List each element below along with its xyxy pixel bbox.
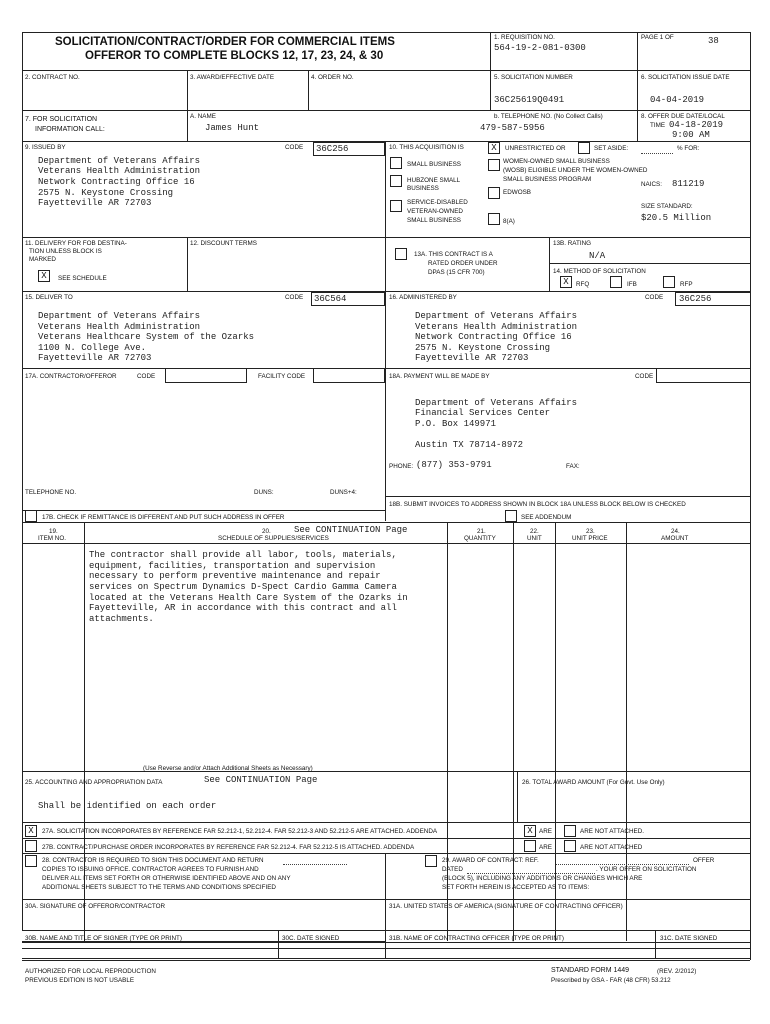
time-label: TIME [650, 122, 666, 129]
block28-line2: COPIES TO ISSUING OFFICE. CONTRACTOR AGREES TO FURNISH AND [42, 866, 259, 873]
acquisition-label: 10. THIS ACQUISITION IS [389, 144, 464, 151]
address-line: Veterans Healthcare System of the Ozarks [38, 332, 255, 342]
addendum-label: SEE ADDENDUM [521, 514, 572, 521]
rating-label: 13B. RATING [553, 240, 592, 247]
officer-name-label: 31B. NAME OF CONTRACTING OFFICER (TYPE OR PRINT) [389, 935, 564, 942]
set-aside-pct-line [641, 153, 673, 154]
fob-label-1: 11. DELIVERY FOR FOB DESTINA- [25, 240, 127, 247]
page-label: PAGE 1 OF [641, 34, 674, 41]
due-time-value[interactable]: 9:00 AM [672, 130, 710, 140]
block27b-arenot-label: ARE NOT ATTACHED [580, 844, 643, 851]
col23-num: 23. [586, 528, 595, 535]
name-label: A. NAME [190, 113, 216, 120]
facility-code-input[interactable] [313, 368, 385, 383]
description-line: located at the Veterans Health Care System of the Ozarks in [89, 593, 408, 603]
method-label: 14. METHOD OF SOLICITATION [553, 268, 646, 275]
sdvosb-label-3: SMALL BUSINESS [407, 217, 462, 224]
block29-line3: (BLOCK 5), INCLUDING ANY ADDITIONS OR CHANGES WHICH ARE [442, 875, 643, 882]
contractor-code-input[interactable] [165, 368, 247, 383]
col20-overlay: See CONTINUATION Page [294, 525, 408, 535]
pct-for-label: % FOR: [677, 145, 700, 152]
requisition-value[interactable]: 564-19-2-081-0300 [494, 43, 586, 53]
block27a-are-label: ARE [539, 828, 552, 835]
due-date-label: 8. OFFER DUE DATE/LOCAL [641, 113, 725, 120]
block27a-arenot-checkbox[interactable] [564, 825, 576, 837]
block27b-label: 27B. CONTRACT/PURCHASE ORDER INCORPORATES BY REFERENCE FAR 52.212-4. FAR 52.212-5 IS ATTACHED. ADDENDA [42, 844, 415, 851]
size-standard-label: SIZE STANDARD: [641, 203, 693, 210]
wosb-label-3: SMALL BUSINESS PROGRAM [503, 176, 592, 183]
description-line: equipment, facilities, transportation and supervision [89, 561, 376, 571]
issued-code-label: CODE [285, 144, 304, 151]
unrestricted-label: UNRESTRICTED OR [505, 145, 566, 152]
description-line: Fayetteville, AR in accordance with this contract and all [89, 603, 397, 613]
addendum-checkbox[interactable] [505, 510, 517, 522]
set-aside-checkbox[interactable] [578, 142, 590, 154]
payment-label: 18A. PAYMENT WILL BE MADE BY [389, 373, 490, 380]
signer-name-label: 30B. NAME AND TITLE OF SIGNER (TYPE OR PRINT) [25, 935, 182, 942]
col24-num: 24. [671, 528, 680, 535]
address-line: Veterans Health Administration [415, 322, 578, 332]
ifb-label: IFB [627, 281, 637, 288]
edwosb-checkbox[interactable] [488, 187, 500, 199]
reverse-note: (Use Reverse and/or Attach Additional Sheets as Necessary) [143, 765, 313, 772]
solicitation-no-value[interactable]: 36C25619Q0491 [494, 95, 565, 105]
wosb-checkbox[interactable] [488, 159, 500, 171]
sdvosb-label-2: VETERAN-OWNED [407, 208, 463, 215]
col21-header: QUANTITY [464, 535, 496, 542]
issued-by-label: 9. ISSUED BY [25, 144, 66, 151]
remittance-label: 17B. CHECK IF REMITTANCE IS DIFFERENT AND PUT SUCH ADDRESS IN OFFER [42, 514, 285, 521]
solicitation-no-label: 5. SOLICITATION NUMBER [494, 74, 573, 81]
block29-checkbox[interactable] [425, 855, 437, 867]
hubzone-label-2: BUSINESS [407, 185, 439, 192]
address-line: Department of Veterans Affairs [38, 156, 201, 166]
issue-date-value[interactable]: 04-04-2019 [650, 95, 705, 105]
deliver-code-label: CODE [285, 294, 304, 301]
address-line: Department of Veterans Affairs [415, 311, 578, 321]
block7-label-2: INFORMATION CALL: [35, 126, 105, 133]
see-schedule-label: SEE SCHEDULE [58, 275, 107, 282]
rfq-label: RFQ [576, 281, 590, 288]
block27b-are-checkbox[interactable] [524, 840, 536, 852]
footer-authorized: AUTHORIZED FOR LOCAL REPRODUCTION [25, 968, 156, 975]
fax-label: FAX: [566, 463, 580, 470]
address-line: Financial Services Center [415, 408, 551, 418]
set-aside-label: SET ASIDE: [594, 145, 629, 152]
col22-header: UNIT [527, 535, 542, 542]
block27a-are-checkbox[interactable]: X [524, 825, 536, 837]
block28-checkbox[interactable] [25, 855, 37, 867]
signature-officer-label: 31A. UNITED STATES OF AMERICA (SIGNATURE OF CONTRACTING OFFICER) [389, 903, 623, 910]
rated-label-1: 13A. THIS CONTRACT IS A [414, 251, 493, 258]
address-line: Fayetteville AR 72703 [38, 353, 152, 363]
eight-a-checkbox[interactable] [488, 213, 500, 225]
block7-label-1: 7. FOR SOLICITATION [25, 116, 98, 123]
contractor-code-label: CODE [137, 373, 156, 380]
accounting-value[interactable]: Shall be identified on each order [38, 801, 217, 811]
payment-phone-value[interactable]: (877) 353-9791 [416, 460, 492, 470]
small-business-label: SMALL BUSINESS [407, 161, 462, 168]
address-line: Department of Veterans Affairs [415, 398, 578, 408]
col24-header: AMOUNT [661, 535, 689, 542]
total-award-label: 26. TOTAL AWARD AMOUNT (For Govt. Use Only) [522, 779, 665, 786]
block29-dated: DATED [442, 866, 463, 873]
rated-order-checkbox[interactable] [395, 248, 407, 260]
rfp-label: RFP [680, 281, 693, 288]
deliver-code-value[interactable]: 36C564 [314, 294, 347, 304]
footer-rev: (REV. 2/2012) [657, 968, 697, 975]
rfp-checkbox[interactable] [663, 276, 675, 288]
description-line: attachments. [89, 614, 154, 624]
address-line: Austin TX 78714-8972 [415, 440, 524, 450]
copies-line [283, 864, 347, 865]
address-line: Veterans Health Administration [38, 322, 201, 332]
block29-line1: 29. AWARD OF CONTRACT: REF. [442, 857, 539, 864]
block29-line2: . YOUR OFFER ON SOLICITATION [596, 866, 697, 873]
description-line: necessary to perform preventive maintenance and repair [89, 571, 381, 581]
facility-code-label: FACILITY CODE [258, 373, 306, 380]
rated-label-3: DPAS (15 CFR 700) [428, 269, 485, 276]
wosb-label-1: WOMEN-OWNED SMALL BUSINESS [503, 158, 610, 165]
small-business-checkbox[interactable] [390, 157, 402, 169]
ref-line [556, 864, 689, 865]
issued-code-value[interactable]: 36C256 [316, 144, 349, 154]
col21-num: 21. [477, 528, 486, 535]
address-line: 2575 N. Keystone Crossing [415, 343, 551, 353]
contract-no-label: 2. CONTRACT NO. [25, 74, 80, 81]
address-line: Network Contracting Office 16 [415, 332, 572, 342]
telephone-no-label: TELEPHONE NO. [25, 489, 77, 496]
award-date-label: 3. AWARD/EFFECTIVE DATE [190, 74, 275, 81]
naics-label: NAICS: [641, 181, 662, 188]
footer-previous: PREVIOUS EDITION IS NOT USABLE [25, 977, 135, 984]
due-date-value[interactable]: 04-18-2019 [669, 120, 724, 130]
description-line: The contractor shall provide all labor, tools, materials, [89, 550, 397, 560]
deliver-to-label: 15. DELIVER TO [25, 294, 73, 301]
address-line: Fayetteville AR 72703 [415, 353, 529, 363]
address-line: Veterans Health Administration [38, 166, 201, 176]
admin-code-label: CODE [645, 294, 664, 301]
col20-num: 20. [262, 528, 271, 535]
block28-line1: 28. CONTRACTOR IS REQUIRED TO SIGN THIS DOCUMENT AND RETURN [42, 857, 264, 864]
payment-code-input[interactable] [656, 368, 751, 383]
hubzone-checkbox[interactable] [390, 175, 402, 187]
block27a-checkbox[interactable]: X [25, 825, 37, 837]
block27b-arenot-checkbox[interactable] [564, 840, 576, 852]
form-title-line1: SOLICITATION/CONTRACT/ORDER FOR COMMERCIAL ITEMS [55, 36, 395, 48]
naics-value[interactable]: 811219 [672, 179, 705, 189]
block29-offer: OFFER [693, 857, 715, 864]
address-line: P.O. Box 149971 [415, 419, 497, 429]
address-line: Network Contracting Office 16 [38, 177, 195, 187]
block28-line3: DELIVER ALL ITEMS SET FORTH OR OTHERWISE IDENTIFIED ABOVE AND ON ANY [42, 875, 291, 882]
col23-header: UNIT PRICE [572, 535, 608, 542]
address-line: 2575 N. Keystone Crossing [38, 188, 174, 198]
block27b-are-label: ARE [539, 844, 552, 851]
fob-label-3: MARKED [29, 256, 56, 263]
address-line: 1100 N. College Ave. [38, 343, 147, 353]
issue-date-label: 6. SOLICITATION ISSUE DATE [641, 74, 730, 81]
address-line: Fayetteville AR 72703 [38, 198, 152, 208]
see-schedule-checkbox[interactable]: X [38, 270, 50, 282]
size-standard-value[interactable]: $20.5 Million [641, 213, 712, 223]
accounting-overlay: See CONTINUATION Page [204, 775, 318, 785]
block27a-label: 27A. SOLICITATION INCORPORATES BY REFERENCE FAR 52.212-1, 52.212-4. FAR 52.212-3 AND 52.212-5 ARE ATTACHED. ADDENDA [42, 828, 438, 835]
name-value[interactable]: James Hunt [205, 123, 260, 133]
submit-invoices-label: 18B. SUBMIT INVOICES TO ADDRESS SHOWN IN BLOCK 18A UNLESS BLOCK BELOW IS CHECKED [389, 501, 686, 508]
accounting-label: 25. ACCOUNTING AND APPROPRIATION DATA [25, 779, 163, 786]
page-total: 38 [708, 36, 719, 46]
sdvosb-label-1: SERVICE-DISABLED [407, 199, 468, 206]
block27a-arenot-label: ARE NOT ATTACHED. [580, 828, 645, 835]
col20-header: SCHEDULE OF SUPPLIES/SERVICES [218, 535, 329, 542]
duns-label: DUNS: [254, 489, 274, 496]
date-signed-label: 30C. DATE SIGNED [282, 935, 340, 942]
address-line: Department of Veterans Affairs [38, 311, 201, 321]
rated-label-2: RATED ORDER UNDER [428, 260, 498, 267]
description-line: services on Spectrum Dynamics D-Spect Cardio Gamma Camera [89, 582, 397, 592]
officer-date-label: 31C. DATE SIGNED [660, 935, 718, 942]
admin-code-value[interactable]: 36C256 [679, 294, 712, 304]
footer-prescribed: Prescribed by GSA - FAR (48 CFR) 53.212 [551, 977, 671, 984]
edwosb-label: EDWOSB [503, 189, 531, 196]
rating-value[interactable]: N/A [589, 251, 606, 261]
discount-terms-label: 12. DISCOUNT TERMS [190, 240, 257, 247]
fob-label-2: TION UNLESS BLOCK IS [29, 248, 102, 255]
hubzone-label-1: HUBZONE SMALL [407, 177, 461, 184]
payment-code-label: CODE [635, 373, 654, 380]
administered-by-label: 16. ADMINISTERED BY [389, 294, 457, 301]
form-title-line2: OFFEROR TO COMPLETE BLOCKS 12, 17, 23, 24, & 30 [85, 50, 384, 62]
dated-line [467, 873, 595, 874]
payment-phone-label: PHONE: [389, 463, 414, 470]
sdvosb-checkbox[interactable] [390, 200, 402, 212]
eight-a-label: 8(A) [503, 218, 515, 225]
col19-num: 19. [49, 528, 58, 535]
ifb-checkbox[interactable] [610, 276, 622, 288]
duns4-label: DUNS+4: [330, 489, 357, 496]
block29-line4: SET FORTH HEREIN IS ACCEPTED AS TO ITEMS: [442, 884, 590, 891]
telephone-value[interactable]: 479-587-5956 [480, 123, 545, 133]
col22-num: 22. [530, 528, 539, 535]
contractor-label: 17A. CONTRACTOR/OFFEROR [25, 373, 117, 380]
requisition-label: 1. REQUISITION NO. [494, 34, 555, 41]
wosb-label-2: (WOSB) ELIGIBLE UNDER THE WOMEN-OWNED [503, 167, 648, 174]
order-no-label: 4. ORDER NO. [311, 74, 354, 81]
footer-form-name: STANDARD FORM 1449 [551, 967, 630, 974]
rfq-checkbox[interactable]: X [560, 276, 572, 288]
unrestricted-checkbox[interactable]: X [488, 142, 500, 154]
remittance-checkbox[interactable] [25, 510, 37, 522]
telephone-label: b. TELEPHONE NO. (No Collect Calls) [494, 113, 603, 120]
col19-header: ITEM NO. [38, 535, 66, 542]
block28-line4: ADDITIONAL SHEETS SUBJECT TO THE TERMS AND CONDITIONS SPECIFIED [42, 884, 276, 891]
block27b-checkbox[interactable] [25, 840, 37, 852]
signature-offeror-label: 30A. SIGNATURE OF OFFEROR/CONTRACTOR [25, 903, 166, 910]
